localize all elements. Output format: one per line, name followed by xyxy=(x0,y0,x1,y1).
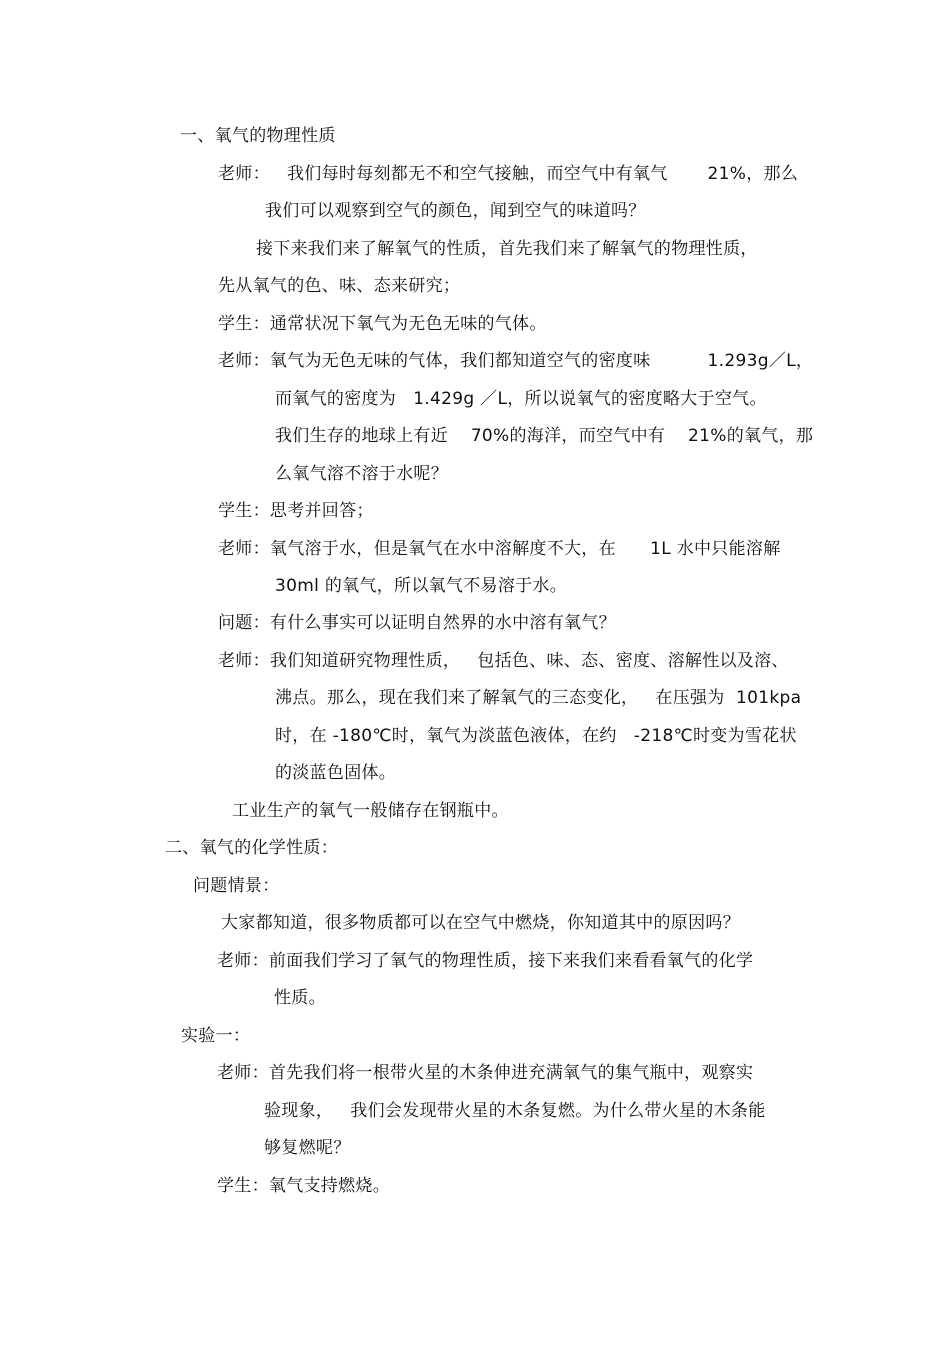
student-line: 学生：氧气支持燃烧。 xyxy=(217,1176,390,1196)
heading-chemical-properties: 二、氧气的化学性质： xyxy=(165,838,338,858)
teacher-line: 老师：氧气溶于水，但是氧气在水中溶解度不大，在 1L 水中只能溶解 xyxy=(218,539,781,559)
text-line: 工业生产的氧气一般储存在钢瓶中。 xyxy=(232,801,509,821)
teacher-line: 老师： 我们每时每刻都无不和空气接触，而空气中有氧气 21%，那么 xyxy=(218,164,799,184)
text-line: 我们可以观察到空气的颜色，闻到空气的味道吗？ xyxy=(265,201,646,221)
text-line: 而氧气的密度为 1.429g ／L，所以说氧气的密度略大于空气。 xyxy=(275,389,767,409)
text-line: 我们生存的地球上有近 70%的海洋，而空气中有 21%的氧气，那 xyxy=(275,426,814,446)
text-line: 的淡蓝色固体。 xyxy=(275,763,397,783)
student-line: 学生：通常状况下氧气为无色无味的气体。 xyxy=(218,314,547,334)
heading-physical-properties: 一、氧气的物理性质 xyxy=(180,126,336,146)
experiment-label: 实验一： xyxy=(181,1026,251,1046)
text-line: 先从氧气的色、味、态来研究； xyxy=(218,276,461,296)
text-line: 时，在 -180℃时，氧气为淡蓝色液体，在约 -218℃时变为雪花状 xyxy=(275,726,797,746)
text-line: 大家都知道，很多物质都可以在空气中燃烧，你知道其中的原因吗？ xyxy=(221,913,740,933)
text-line: 性质。 xyxy=(274,988,326,1008)
question-context-label: 问题情景： xyxy=(193,876,280,896)
teacher-line: 老师：氧气为无色无味的气体，我们都知道空气的密度味 1.293g／L， xyxy=(218,351,814,371)
question-line: 问题：有什么事实可以证明自然界的水中溶有氧气？ xyxy=(218,613,616,633)
text-line: 验现象， 我们会发现带火星的木条复燃。为什么带火星的木条能 xyxy=(264,1101,766,1121)
text-line: 够复燃呢？ xyxy=(264,1138,351,1158)
teacher-line: 老师：我们知道研究物理性质， 包括色、味、态、密度、溶解性以及溶、 xyxy=(218,651,789,671)
student-line: 学生：思考并回答； xyxy=(218,501,374,521)
teacher-line: 老师：首先我们将一根带火星的木条伸进充满氧气的集气瓶中，观察实 xyxy=(217,1063,754,1083)
text-line: 么氧气溶不溶于水呢？ xyxy=(275,464,448,484)
text-line: 接下来我们来了解氧气的性质，首先我们来了解氧气的物理性质， xyxy=(256,239,758,259)
text-line: 30ml 的氧气，所以氧气不易溶于水。 xyxy=(275,576,568,596)
text-line: 沸点。那么，现在我们来了解氧气的三态变化， 在压强为 101kpa xyxy=(275,688,802,708)
teacher-line: 老师：前面我们学习了氧气的物理性质，接下来我们来看看氧气的化学 xyxy=(217,951,754,971)
